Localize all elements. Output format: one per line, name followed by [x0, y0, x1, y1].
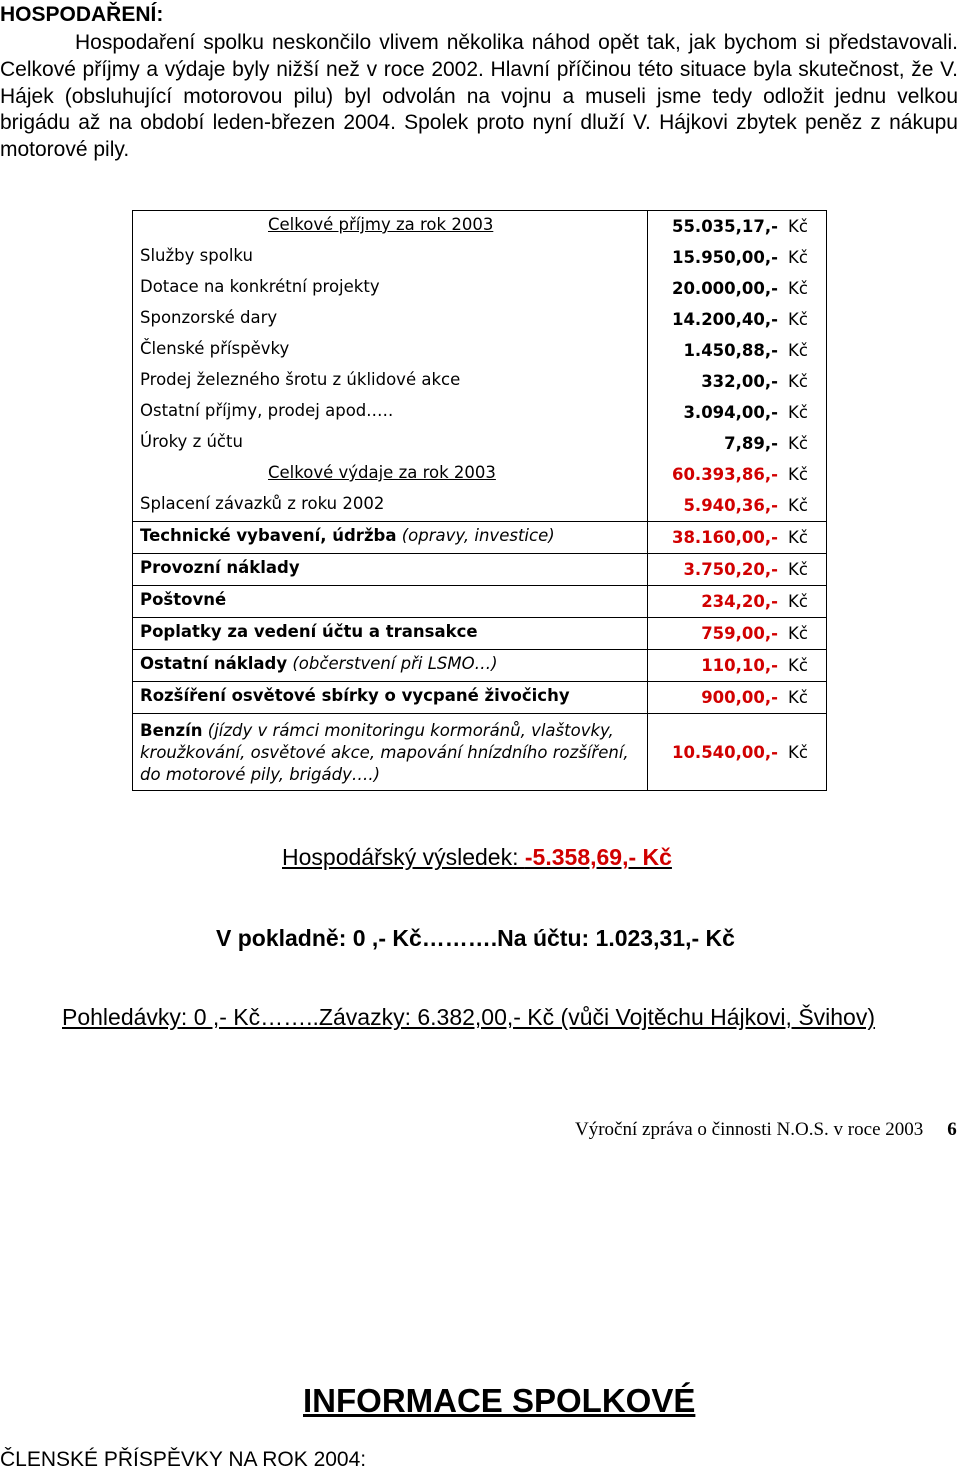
row-note: (jízdy v rámci monitoringu kormoránů, vlaštovky, kroužkování, osvětové akce, mapování hnízdního rozšíření, do motorové pily, brigády….) [140, 721, 629, 784]
amount: 14.200,40,- [671, 310, 778, 329]
amount: 15.950,00,- [671, 248, 778, 267]
row-label: Rozšíření osvětové sbírky o vycpané živočichy [140, 686, 570, 705]
row-label: Poplatky za vedení účtu a transakce [140, 622, 478, 641]
currency: Kč [788, 742, 808, 762]
table-row [133, 714, 827, 791]
currency: Kč [788, 656, 808, 675]
currency: Kč [788, 434, 808, 453]
amount: 759,00,- [701, 624, 778, 643]
currency: Kč [788, 688, 808, 707]
page-footer: Výroční zpráva o činnosti N.O.S. v roce 2003 6 [575, 1119, 957, 1140]
table-row [133, 618, 827, 650]
amount: 1.450,88,- [683, 341, 778, 360]
row-label: Benzín [140, 721, 203, 740]
row-label: Prodej železného šrotu z úklidové akce [140, 370, 461, 389]
finance-table [132, 210, 827, 791]
economic-result-value: -5.358,69,- Kč [524, 844, 672, 870]
row-note: (občerstvení při LSMO…) [292, 654, 498, 673]
row-label: Poštovné [140, 590, 227, 609]
amount: 332,00,- [701, 372, 778, 391]
income-total-label: Celkové příjmy za rok 2003 [268, 215, 494, 234]
row-label: Služby spolku [140, 246, 253, 265]
amount: 38.160,00,- [671, 528, 778, 547]
table-row [133, 586, 827, 618]
claims-liabilities: Pohledávky: 0 ,- Kč……..Závazky: 6.382,00,- Kč (vůči Vojtěchu Hájkovi, Švihov) [62, 1004, 876, 1030]
currency: Kč [788, 624, 808, 643]
table-row [133, 554, 827, 586]
amount: 20.000,00,- [671, 279, 778, 298]
economic-result: Hospodářský výsledek: -5.358,69,- Kč [282, 844, 672, 870]
currency: Kč [788, 496, 808, 515]
currency: Kč [788, 248, 808, 267]
table-row [133, 650, 827, 682]
amount: 10.540,00,- [671, 742, 778, 762]
section-heading: HOSPODAŘENÍ: [0, 3, 164, 26]
currency: Kč [788, 403, 808, 422]
row-label: Technické vybavení, údržba [140, 526, 397, 545]
table-row [133, 682, 827, 714]
amount: 7,89,- [724, 434, 778, 453]
amount: 110,10,- [701, 656, 778, 675]
page-number: 6 [947, 1119, 957, 1140]
currency: Kč [788, 341, 808, 360]
table-row [133, 211, 827, 522]
currency: Kč [788, 528, 808, 547]
row-label: Úroky z účtu [140, 432, 243, 451]
economy-paragraph: Hospodaření spolku neskončilo vlivem několika náhod opět tak, jak bychom si představovali. Celkové příjmy a výdaje byly nižší než v roce 2002. Hlavní příčinou této situace byla skutečnost, že V. Hájek (obsluhující motorovou pilu) byl odvolán na vojnu a museli jsme tedy odložit jednu velkou brigádu až na období leden-březen 2004. Spolek proto nyní dluží V. Hájkovi zbytek peněz z nákupu motorové pily. [0, 31, 958, 162]
currency: Kč [788, 372, 808, 391]
currency: Kč [788, 560, 808, 579]
row-label: Provozní náklady [140, 558, 300, 577]
amount: 3.750,20,- [683, 560, 778, 579]
row-note: (opravy, investice) [401, 526, 555, 545]
cash-balance: V pokladně: 0 ,- Kč……….Na účtu: 1.023,31,- Kč [216, 925, 735, 951]
subsection-title: ČLENSKÉ PŘÍSPĚVKY NA ROK 2004: [0, 1448, 367, 1471]
currency: Kč [788, 592, 808, 611]
amount: 55.035,17,- [671, 217, 778, 236]
row-label: Dotace na konkrétní projekty [140, 277, 380, 296]
currency: Kč [788, 465, 808, 484]
expense-total-label: Celkové výdaje za rok 2003 [268, 463, 496, 482]
amount: 234,20,- [701, 592, 778, 611]
amount: 900,00,- [701, 688, 778, 707]
row-label: Splacení závazků z roku 2002 [140, 494, 385, 513]
row-label: Sponzorské dary [140, 308, 278, 327]
currency: Kč [788, 279, 808, 298]
table-row [133, 522, 827, 554]
row-label: Ostatní náklady [140, 654, 288, 673]
row-label: Ostatní příjmy, prodej apod.…. [140, 401, 394, 420]
currency: Kč [788, 310, 808, 329]
amount: 5.940,36,- [683, 496, 778, 515]
section-title: INFORMACE SPOLKOVÉ [303, 1382, 696, 1419]
row-label: Členské příspěvky [140, 339, 290, 358]
amount: 3.094,00,- [683, 403, 778, 422]
amount: 60.393,86,- [671, 465, 778, 484]
currency: Kč [788, 217, 808, 236]
